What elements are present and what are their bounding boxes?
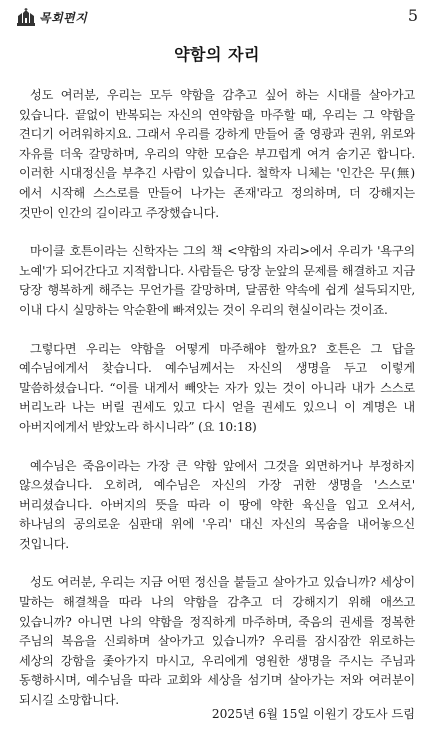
logo-text: 목회편지 <box>39 10 88 25</box>
paragraph: 성도 여러분, 우리는 지금 어떤 정신을 붙들고 살아가고 있습니까? 세상이 말하는 해결책을 따라 나의 약함을 감추고 더 강해지기 위해 애쓰고 있습니까? 아니면 나의 약함을 정직하게 마주하며, 죽음의 권세를 정복한 주님의 복음을 신뢰하며 살아가고 있습니까? 우리를 잠시잠깐 위로하는 세상의 강함을 좇아가지 마시고, 우리에게 영원한 생명을 주시는 주님과 동행하시며, 예수님을 따라 교회와 세상을 섬기며 살아가는 저와 여러분이 되시길 소망합니다. <box>19 575 415 708</box>
logo <box>16 8 87 26</box>
paragraph: 예수님은 죽음이라는 가장 큰 약함 앞에서 그것을 외면하거나 부정하지 않으셨습니다. 오히려, 예수님은 자신의 가장 귀한 생명을 '스스로' 버리셨습니다. 아버지의 뜻을 따라 이 땅에 약한 육신을 입고 오셔서, 하나님의 공의로운 심판대 위에 '우리' 대신 자신의 목숨을 내어놓으신 것입니다. <box>19 458 415 551</box>
letter-body <box>19 86 415 730</box>
paragraph: 그렇다면 우리는 약함을 어떻게 마주해야 할까요? 호튼은 그 답을 예수님에게서 찾습니다. 예수님께서는 자신의 생명을 두고 이렇게 말씀하셨습니다. “이를 내게서 빼앗는 자가 있는 것이 아니라 내가 스스로 버리노라 나는 버릴 권세도 있고 다시 얻을 권세도 있으니 이 계명은 내 아버지에게서 받았노라 하시니라” (요 10:18) <box>19 341 415 434</box>
paragraph: 성도 여러분, 우리는 모두 약함을 감추고 싶어 하는 시대를 살아가고 있습니다. 끝없이 반복되는 자신의 연약함을 마주할 때, 우리는 그 약함을 견디기 어려워하지요. 그래서 우리를 강하게 만들어 줄 영광과 권위, 위로와 자유를 더욱 갈망하며, 우리의 약한 모습은 부끄럽게 여겨 숨기곤 합니다. 이러한 시대정신을 부추긴 사람이 있습니다. 철학자 니체는 '인간은 무(無)에서 시작해 스스로를 만들어 나가는 존재'라고 정의하며, 더 강해지는 것만이 인간의 길이라고 주장했습니다. <box>19 88 415 220</box>
page-number: 5 <box>407 6 418 25</box>
page-header <box>16 6 418 32</box>
page-title: 약함의 자리 <box>174 45 260 64</box>
paragraph: 마이클 호튼이라는 신학자는 그의 책 <약함의 자리>에서 우리가 '욕구의 노예'가 되어간다고 지적합니다. 사람들은 당장 눈앞의 문제를 해결하고 지금 당장 행복하게 해주는 무언가를 갈망하며, 달콤한 약속에 쉽게 설득되지만, 이내 다시 실망하는 악순환에 빠져있는 것이 우리의 현실이라는 것이죠. <box>19 244 415 317</box>
church-icon <box>16 8 36 26</box>
signature: 2025년 6월 15일 이원기 강도사 드림 <box>211 707 415 721</box>
